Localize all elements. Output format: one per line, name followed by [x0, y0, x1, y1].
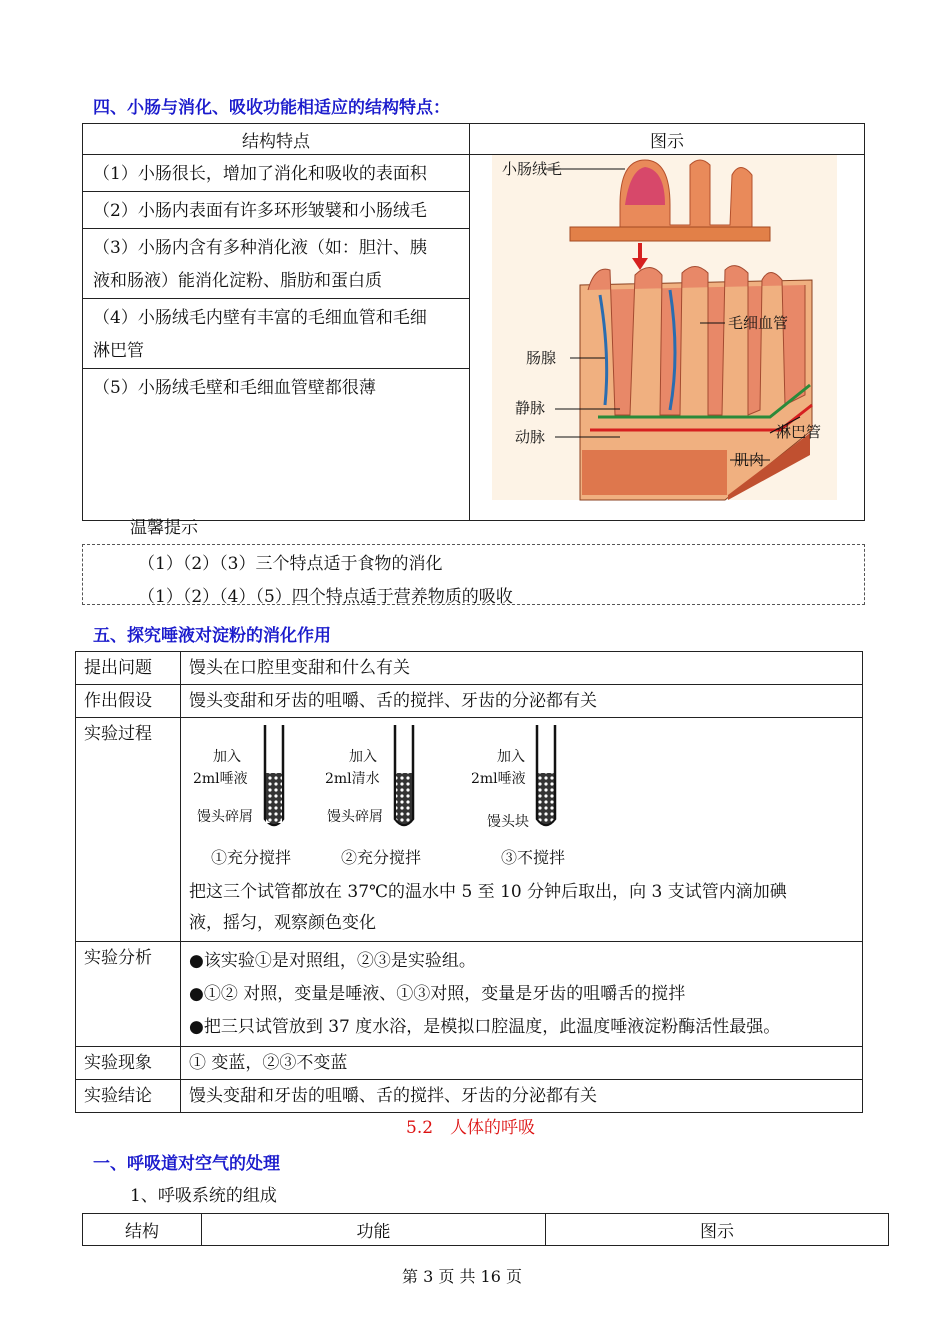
label-capillary: 毛细血管 [728, 314, 789, 332]
label-muscle: 肌肉 [734, 451, 765, 469]
label-conclusion: 实验结论 [76, 1080, 181, 1113]
label-hypothesis: 作出假设 [76, 685, 181, 718]
col-function: 功能 [202, 1214, 546, 1246]
analysis-line-1: ●该实验①是对照组，②③是实验组。 [189, 951, 476, 971]
text-conclusion: 馒头变甜和牙齿的咀嚼、舌的搅拌、牙齿的分泌都有关 [181, 1080, 863, 1113]
text-question: 馒头在口腔里变甜和什么有关 [181, 652, 863, 685]
structure-row-1: （1）小肠很长，增加了消化和吸收的表面积 [83, 155, 470, 192]
label-vein: 静脉 [515, 399, 546, 417]
process-text-1: 把这三个试管都放在 37℃的温水中 5 至 10 分钟后取出，向 3 支试管内滴加碘 [189, 882, 787, 902]
col-structure-header: 结构特点 [83, 124, 470, 155]
label-lymph: 淋巴管 [776, 423, 822, 441]
svg-text:③不搅拌: ③不搅拌 [501, 848, 566, 867]
structure-row-5: （5）小肠绒毛壁和毛细血管壁都很薄 [83, 369, 470, 521]
test-tube-2 [325, 725, 421, 867]
tips-title: 温馨提示 [130, 518, 198, 538]
villus-figure-cell [470, 155, 865, 521]
section5-heading: 五、探究唾液对淀粉的消化作用 [93, 626, 331, 646]
small-intestine-villus-illustration [470, 155, 864, 511]
analysis-cell [181, 942, 863, 1047]
experiment-table [75, 651, 863, 1113]
svg-text:加入: 加入 [213, 749, 241, 765]
label-artery: 动脉 [515, 428, 546, 446]
section4-heading: 四、小肠与消化、吸收功能相适应的结构特点： [93, 98, 450, 118]
section52-heading: 一、呼吸道对空气的处理 [93, 1154, 280, 1174]
analysis-line-3: ●把三只试管放到 37 度水浴，是模拟口腔温度，此温度唾液淀粉酶活性最强。 [189, 1017, 781, 1037]
svg-text:馒头碎屑: 馒头碎屑 [197, 809, 253, 825]
label-villus: 小肠绒毛 [502, 160, 563, 178]
svg-text:馒头碎屑: 馒头碎屑 [327, 809, 383, 825]
label-analysis: 实验分析 [76, 942, 181, 1047]
text-hypothesis: 馒头变甜和牙齿的咀嚼、舌的搅拌、牙齿的分泌都有关 [181, 685, 863, 718]
col-figure-header: 图示 [470, 124, 865, 155]
label-process: 实验过程 [76, 718, 181, 942]
section52-subheading: 1、呼吸系统的组成 [130, 1186, 277, 1206]
svg-text:②充分搅拌: ②充分搅拌 [341, 848, 422, 867]
structure-row-4: （4）小肠绒毛内壁有丰富的毛细血管和毛细 淋巴管 [83, 299, 470, 369]
label-gland: 肠腺 [526, 349, 557, 367]
analysis-line-2: ●①② 对照，变量是唾液、①③对照，变量是牙齿的咀嚼舌的搅拌 [189, 984, 686, 1004]
tips-box [82, 544, 865, 605]
tip-2: （1）（2）（4）（5）四个特点适于营养物质的吸收 [138, 587, 513, 607]
respiratory-table [82, 1213, 889, 1246]
structure-row-3: （3）小肠内含有多种消化液（如：胆汁、胰 液和肠液）能消化淀粉、脂肪和蛋白质 [83, 229, 470, 299]
test-tubes-illustration [189, 721, 589, 873]
svg-text:加入: 加入 [349, 749, 377, 765]
process-cell [181, 718, 863, 942]
label-phenomenon: 实验现象 [76, 1047, 181, 1080]
svg-text:加入: 加入 [497, 749, 525, 765]
tip-1: （1）（2）（3）三个特点适于食物的消化 [138, 554, 443, 574]
col-structure: 结构 [83, 1214, 202, 1246]
structure-table [82, 123, 865, 521]
svg-text:2ml唾液: 2ml唾液 [471, 771, 526, 787]
process-text-2: 液，摇匀，观察颜色变化 [189, 913, 376, 933]
svg-text:2ml清水: 2ml清水 [325, 771, 380, 787]
structure-row-2: （2）小肠内表面有许多环形皱襞和小肠绒毛 [83, 192, 470, 229]
chapter-title: 5.2 人体的呼吸 [406, 1118, 536, 1138]
text-phenomenon: ① 变蓝，②③不变蓝 [181, 1047, 863, 1080]
test-tube-3 [471, 725, 565, 867]
test-tube-1 [193, 725, 291, 867]
col-figure: 图示 [546, 1214, 889, 1246]
svg-text:2ml唾液: 2ml唾液 [193, 771, 248, 787]
svg-text:①充分搅拌: ①充分搅拌 [211, 848, 292, 867]
label-question: 提出问题 [76, 652, 181, 685]
page-footer: 第 3 页 共 16 页 [402, 1267, 522, 1286]
svg-text:馒头块: 馒头块 [487, 814, 529, 830]
